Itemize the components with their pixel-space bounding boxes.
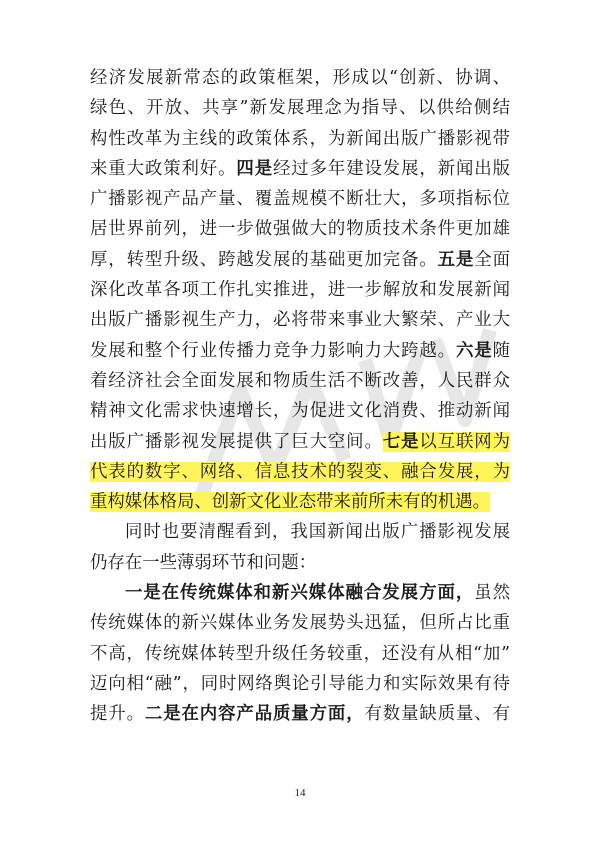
text-run: 出版广播影视发展提供了巨大空间。: [90, 431, 383, 452]
text-run: 不高，传统媒体转型升级任务较重，还没有从相“加”: [90, 643, 510, 664]
text-line: [90, 336, 510, 366]
text-line: [90, 93, 510, 123]
text-run: 广播影视产品产量、覆盖规模不断壮大，多项指标位: [90, 189, 510, 210]
text-run: 深化改革各项工作扎实推进，进一步解放和发展新闻: [90, 280, 510, 301]
text-line: [90, 214, 510, 244]
text-line: [90, 548, 510, 578]
highlighted-run: 重构媒体格局、创新文化业态带来前所未有的机遇。: [90, 492, 490, 513]
text-run: 发展和整个行业传播力竞争力影响力大跨越。: [90, 340, 456, 361]
text-line: [90, 396, 510, 426]
text-line: [90, 487, 510, 517]
text-line: [90, 517, 510, 547]
text-line: [90, 124, 510, 154]
text-line: [90, 578, 510, 608]
bold-run: 五是: [437, 249, 475, 270]
text-run: 绿色、开放、共享”新发展理念为指导、以供给侧结: [90, 98, 510, 119]
text-run: 全面: [474, 249, 510, 270]
text-run: 迈向相“融”，同时网络舆论引导能力和实际效果有待: [90, 673, 510, 694]
text-line: [90, 184, 510, 214]
text-run: 着经济社会全面发展和物质生活不断改善，人民群众: [90, 370, 510, 391]
text-run: 构性改革为主线的政策体系，为新闻出版广播影视带: [90, 128, 510, 149]
text-line: [90, 639, 510, 669]
text-line: [90, 154, 510, 184]
text-run: 随: [492, 340, 510, 361]
text-run: 出版广播影视生产力，必将带来事业大繁荣、产业大: [90, 310, 510, 331]
text-line: [90, 669, 510, 699]
text-run: 传统媒体的新兴媒体业务发展势头迅猛，但所占比重: [90, 613, 510, 634]
text-run: 提升。: [90, 704, 145, 725]
bold-run: 六是: [455, 340, 493, 361]
text-run: 经济发展新常态的政策框架，形成以“创新、协调、: [90, 68, 510, 88]
text-run: 精神文化需求快速增长，为促进文化消费、推动新闻: [90, 401, 510, 422]
text-run: 经过多年建设发展，新闻出版: [273, 158, 510, 179]
text-line: [90, 457, 510, 487]
highlighted-run: 以互联网为: [419, 431, 510, 452]
document-body: [90, 63, 510, 730]
text-line: [90, 699, 510, 729]
text-run: 来重大政策利好。: [90, 158, 237, 179]
text-line: [90, 305, 510, 335]
highlighted-run: 代表的数字、网络、信息技术的裂变、融合发展，为: [90, 461, 510, 482]
text-run: 虽然: [474, 583, 510, 604]
text-line: [90, 427, 510, 457]
text-line: [90, 366, 510, 396]
text-run: 厚，转型升级、跨越发展的基础更加完备。: [90, 249, 438, 270]
bold-run: 一是在传统媒体和新兴媒体融合发展方面，: [125, 583, 475, 604]
text-line: [90, 245, 510, 275]
text-line: [90, 63, 510, 93]
text-run: 同时也要清醒看到，我国新闻出版广播影视发展: [125, 522, 510, 543]
text-run: 仍存在一些薄弱环节和问题：: [90, 552, 317, 573]
highlighted-bold-run: 七是: [382, 431, 420, 452]
text-run: 有数量缺质量、有: [364, 704, 510, 725]
text-line: [90, 608, 510, 638]
text-run: 居世界前列，进一步做强做大的物质技术条件更加雄: [90, 219, 510, 240]
bold-run: 二是在内容产品质量方面，: [144, 704, 365, 725]
text-line: [90, 275, 510, 305]
bold-run: 四是: [236, 158, 273, 179]
page-number: 14: [294, 787, 306, 799]
